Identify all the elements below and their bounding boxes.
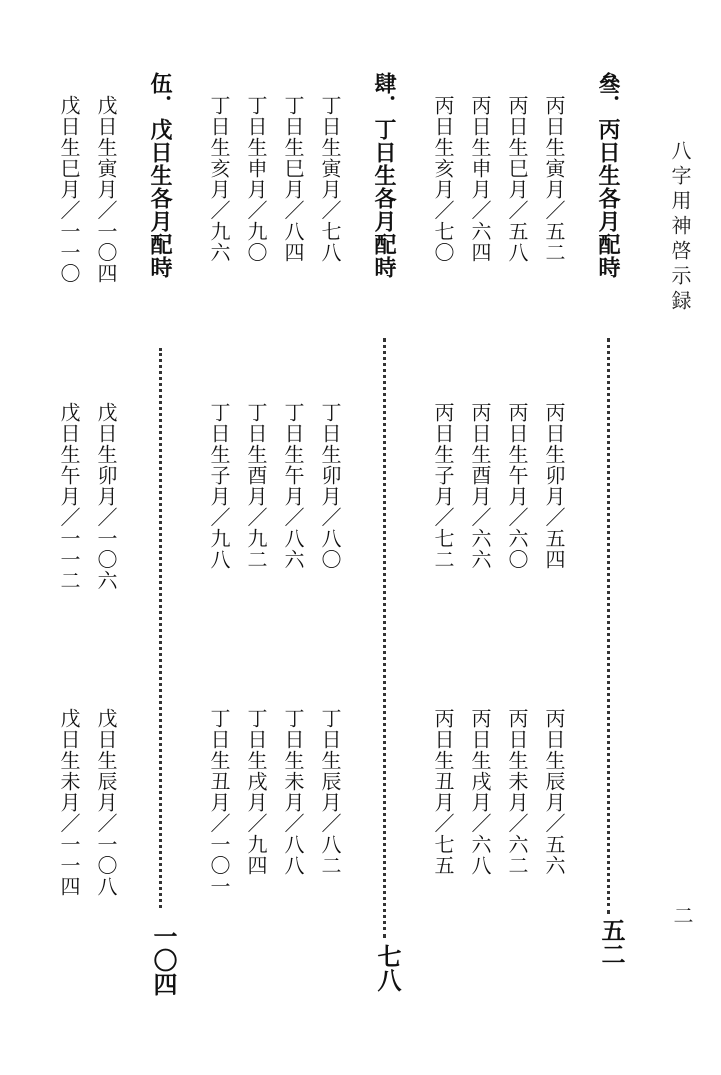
toc-entry[interactable]: 丙日生酉月／六六 (468, 402, 492, 570)
toc-entry[interactable]: 丁日生亥月／九六 (207, 95, 231, 263)
toc-entry[interactable]: 丙日生戌月／六八 (468, 708, 492, 876)
section-page-number: 五二 (597, 918, 625, 966)
toc-entry[interactable]: 丁日生酉月／九二 (244, 402, 268, 570)
toc-entry[interactable]: 丙日生寅月／五二 (542, 95, 566, 263)
toc-entry[interactable]: 丙日生未月／六二 (505, 708, 529, 876)
toc-entry[interactable]: 丙日生午月／六〇 (505, 402, 529, 570)
toc-entry[interactable]: 丁日生寅月／七八 (318, 95, 342, 263)
toc-entry[interactable]: 丙日生亥月／七〇 (431, 95, 455, 263)
toc-entry[interactable]: 丁日生丑月／一〇一 (207, 708, 231, 897)
section-heading[interactable]: 肆．丁日生各月配時 (371, 72, 396, 279)
running-head: 八字用神啓示録 (668, 140, 692, 315)
leader-dots (607, 338, 610, 914)
toc-entry[interactable]: 戊日生午月／一一二 (57, 402, 81, 591)
toc-entry[interactable]: 丁日生未月／八八 (281, 708, 305, 876)
section-page-number: 一〇四 (149, 924, 177, 996)
toc-entry[interactable]: 戊日生未月／一一四 (57, 708, 81, 897)
toc-entry[interactable]: 丁日生子月／九八 (207, 402, 231, 570)
toc-entry[interactable]: 丁日生午月／八六 (281, 402, 305, 570)
toc-entry[interactable]: 丁日生申月／九〇 (244, 95, 268, 263)
toc-entry[interactable]: 丙日生辰月／五六 (542, 708, 566, 876)
toc-entry[interactable]: 戊日生巳月／一一〇 (57, 95, 81, 284)
toc-entry[interactable]: 丙日生申月／六四 (468, 95, 492, 263)
page-number: 二 (670, 905, 694, 925)
toc-entry[interactable]: 丙日生巳月／五八 (505, 95, 529, 263)
toc-entry[interactable]: 戊日生卯月／一〇六 (94, 402, 118, 591)
toc-entry[interactable]: 丁日生辰月／八二 (318, 708, 342, 876)
toc-entry[interactable]: 丙日生子月／七二 (431, 402, 455, 570)
toc-entry[interactable]: 戊日生辰月／一〇八 (94, 708, 118, 897)
leader-dots (159, 348, 162, 908)
section-heading[interactable]: 叄．丙日生各月配時 (595, 72, 620, 279)
leader-dots (383, 338, 386, 938)
toc-entry[interactable]: 戊日生寅月／一〇四 (94, 95, 118, 284)
toc-entry[interactable]: 丁日生巳月／八四 (281, 95, 305, 263)
section-page-number: 七八 (373, 944, 401, 992)
toc-entry[interactable]: 丁日生卯月／八〇 (318, 402, 342, 570)
toc-entry[interactable]: 丙日生卯月／五四 (542, 402, 566, 570)
toc-entry[interactable]: 丁日生戌月／九四 (244, 708, 268, 876)
toc-entry[interactable]: 丙日生丑月／七五 (431, 708, 455, 876)
section-heading[interactable]: 伍．戊日生各月配時 (147, 72, 172, 279)
